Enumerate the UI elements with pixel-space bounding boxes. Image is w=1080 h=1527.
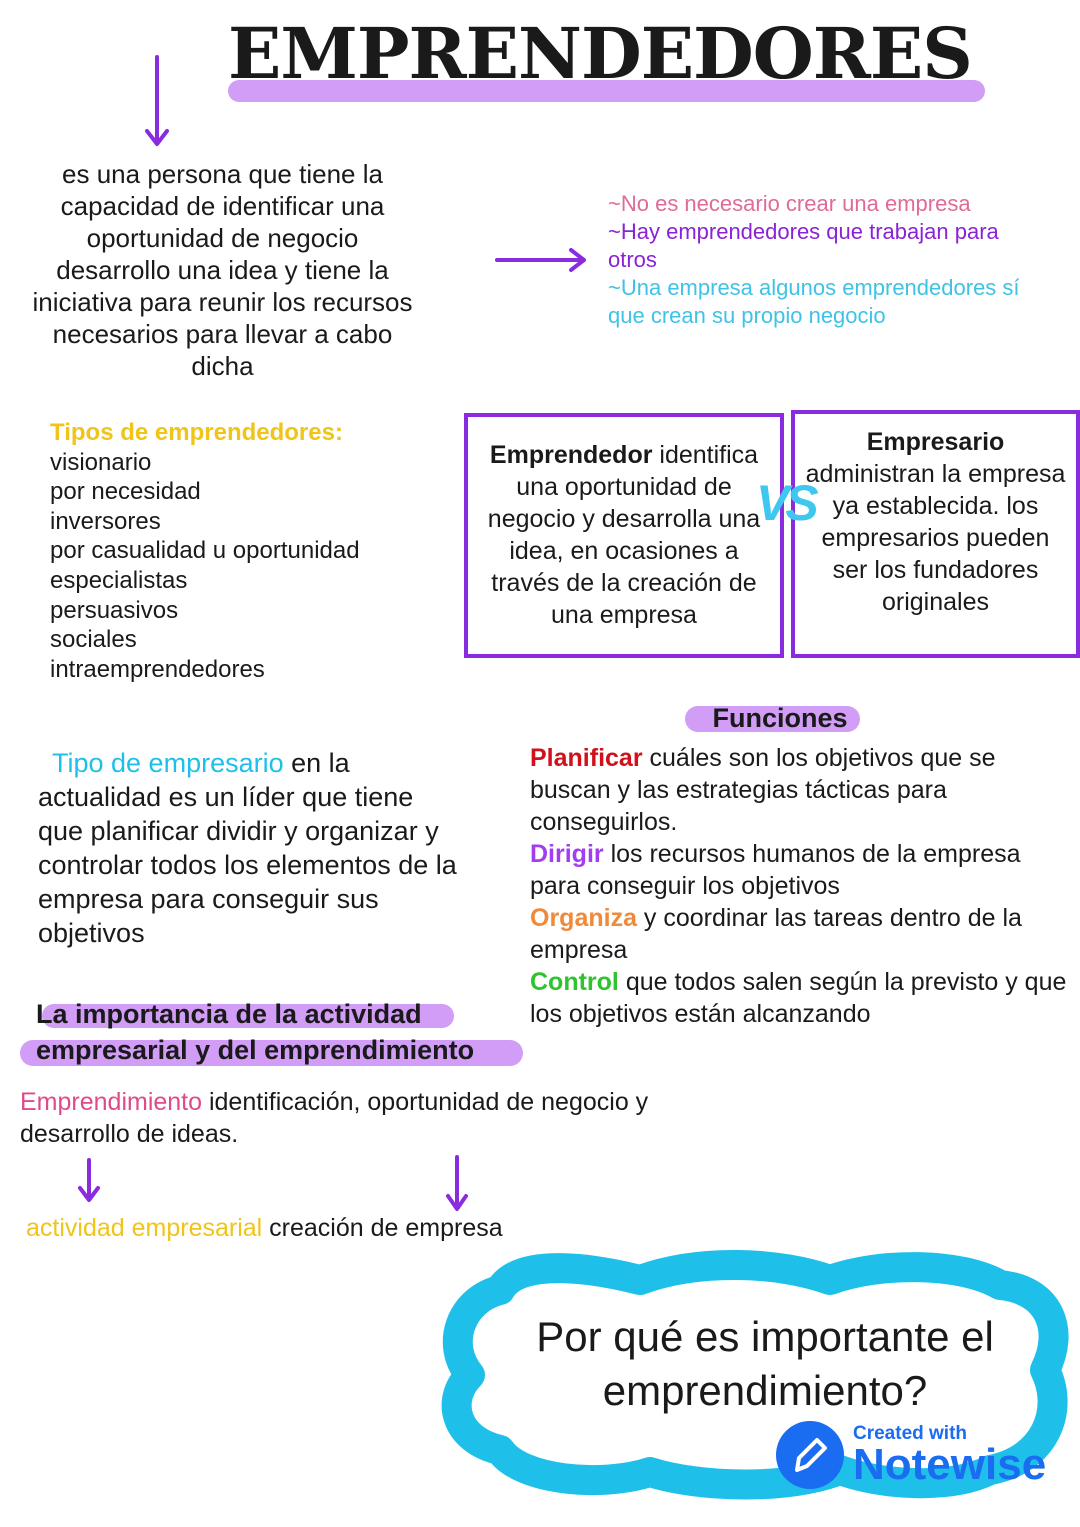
emprendimiento-body: identificación, oportunidad de negocio y desarrollo de ideas.: [20, 1088, 649, 1148]
empresario-text: administran la empresa ya establecida. los empresarios pueden ser los fundadores originales: [805, 460, 1066, 616]
list-item: por necesidad: [50, 478, 201, 506]
tipo-empresario-body: en la actualidad es un líder que tiene que planificar dividir y organizar y controlar todos los elementos de la empresa para conseguir sus objetivos: [38, 748, 457, 948]
emprendimiento-key: Emprendimiento: [20, 1088, 203, 1116]
emprendedor-text: identifica una oportunidad de negocio y desarrolla una idea, en ocasiones a través de la creación de una empresa: [487, 441, 761, 629]
funcion-key: Dirigir: [530, 840, 604, 868]
note-item: ~No es necesario crear una empresa: [608, 191, 971, 216]
list-item: intraemprendedores: [50, 655, 265, 683]
tipo-empresario-key: Tipo de empresario: [52, 748, 284, 778]
actividad-body: creación de empresa: [262, 1214, 503, 1242]
logo-small-text: Created with: [853, 1422, 968, 1444]
funciones-heading: Funciones: [712, 703, 848, 733]
heading-line: La importancia de la actividad: [36, 999, 422, 1029]
heading-line: empresarial y del emprendimiento: [36, 1035, 475, 1065]
arrow-down-icon: [448, 1157, 466, 1209]
empresario-box: [791, 410, 1080, 658]
list-item: persuasivos: [50, 596, 179, 624]
tipo-empresario-text: [38, 746, 458, 950]
definition-text: es una persona que tiene la capacidad de identificar una oportunidad de negocio desarrollo una idea y tiene la iniciativa para reunir los recursos necesarios para llevar a cabo dicha: [32, 159, 413, 381]
funcion-text: cuáles son los objetivos que se buscan y las estrategias tácticas para conseguirlos.: [530, 744, 996, 836]
tipos-emprendedores: [50, 418, 360, 684]
question-line: Por qué es importante el: [536, 1313, 994, 1360]
funciones-list: [530, 742, 1070, 1030]
pencil-icon: [775, 1420, 845, 1490]
funcion-key: Organiza: [530, 904, 637, 932]
empresario-label: Empresario: [866, 428, 1005, 456]
note-item: ~Hay emprendedores que trabajan para otros: [608, 219, 999, 272]
cloud-question: [480, 1310, 1050, 1418]
funcion-item: [530, 742, 1070, 838]
note-item: ~Una empresa algunos emprendedores sí que crean su propio negocio: [608, 275, 1020, 328]
funcion-key: Planificar: [530, 744, 643, 772]
emprendimiento-text: [20, 1086, 720, 1150]
list-item: inversores: [50, 507, 161, 535]
tipos-heading: Tipos de emprendedores:: [50, 419, 343, 446]
page-title: EMPRENDEDORES: [228, 12, 972, 95]
funcion-key: Control: [530, 968, 619, 996]
notewise-logo: [775, 1420, 1046, 1490]
list-item: especialistas: [50, 566, 188, 594]
question-line: emprendimiento?: [602, 1367, 928, 1414]
funcion-item: [530, 902, 1070, 966]
vs-label: VS: [756, 475, 815, 531]
funcion-item: [530, 838, 1070, 902]
funcion-text: que todos salen según la previsto y que los objetivos están alcanzando: [530, 968, 1067, 1028]
notes-list: [608, 190, 1048, 330]
funcion-text: los recursos humanos de la empresa para conseguir los objetivos: [530, 840, 1021, 900]
importancia-heading: [36, 996, 474, 1068]
emprendedor-label: Emprendedor: [489, 441, 653, 469]
list-item: sociales: [50, 626, 137, 654]
funcion-item: [530, 966, 1070, 1030]
list-item: visionario: [50, 448, 152, 476]
arrow-down-icon: [80, 1160, 98, 1200]
actividad-key: actividad empresarial: [26, 1214, 263, 1242]
emprendedor-box: [464, 413, 784, 658]
arrow-down-icon: [147, 57, 167, 144]
actividad-text: [26, 1214, 503, 1243]
funcion-text: y coordinar las tareas dentro de la empresa: [530, 904, 1022, 964]
list-item: por casualidad u oportunidad: [50, 537, 360, 565]
arrow-right-icon: [497, 250, 584, 270]
logo-big-text: Notewise: [853, 1439, 1047, 1489]
